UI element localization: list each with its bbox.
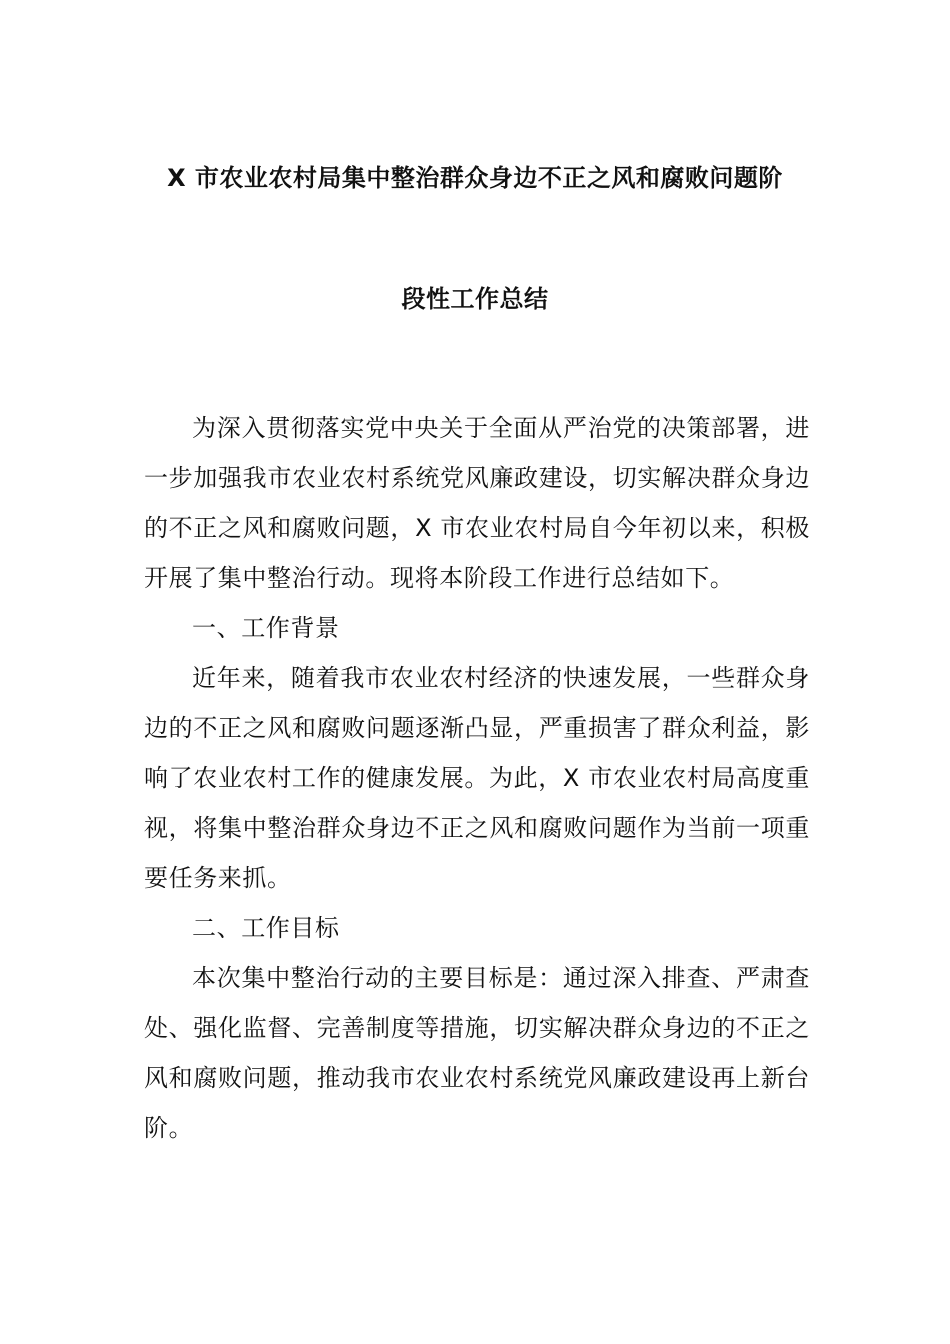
document-body: [144, 403, 810, 1153]
section-heading-background: 一、工作背景: [192, 614, 340, 642]
section-heading-goals: 二、工作目标: [192, 914, 340, 942]
document-title-line-1: X 市农业农村局集中整治群众身边不正之风和腐败问题阶: [167, 164, 783, 192]
goals-paragraph: 本次集中整治行动的主要目标是：通过深入排查、严肃查处、强化监督、完善制度等措施，切实解决群众身边的不正之风和腐败问题，推动我市农业农村系统党风廉政建设再上新台阶。: [144, 964, 810, 1142]
document-title-line-2: 段性工作总结: [401, 285, 549, 313]
background-paragraph: 近年来，随着我市农业农村经济的快速发展，一些群众身边的不正之风和腐败问题逐渐凸显，严重损害了群众利益，影响了农业农村工作的健康发展。为此，X 市农业农村局高度重视，将集中整治群众身边不正之风和腐败问题作为当前一项重要任务来抓。: [144, 664, 810, 892]
intro-paragraph: 为深入贯彻落实党中央关于全面从严治党的决策部署，进一步加强我市农业农村系统党风廉政建设，切实解决群众身边的不正之风和腐败问题，X 市农业农村局自今年初以来，积极开展了集中整治行动。现将本阶段工作进行总结如下。: [144, 414, 810, 592]
